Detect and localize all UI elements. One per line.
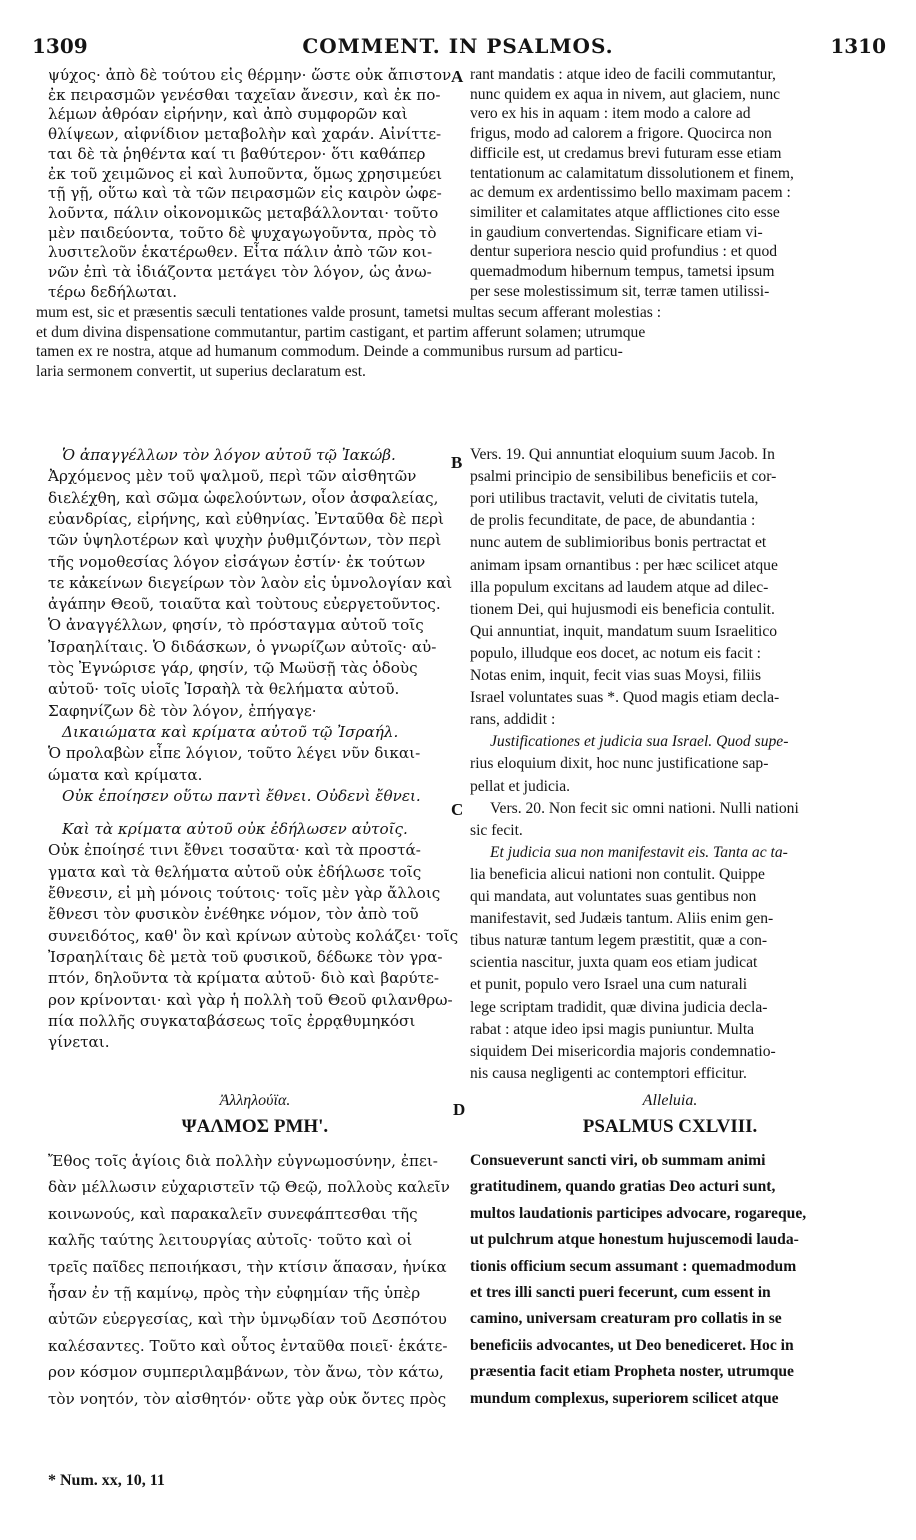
text-line: συνειδότος, καθ' ὃν καὶ κρίνων αὐτοὺς κολάζει· τοῖς [48,926,459,945]
greek-alleluia: Ἀλληλούϊα. [219,1092,291,1109]
text-line: τὸν νοητόν, τὸν αἰσθητόν· οὔτε γὰρ οὐκ ὄντες πρὸς [48,1389,447,1408]
text-line: Vers. 19. Qui annuntiat eloquium suum Jacob. In [470,446,775,463]
text-line: αὐτοῦ· τοῖς υἱοῖς Ἰσραὴλ τὰ θελήματα αὐτοῦ. [48,680,400,699]
text-line: Ἰσραηλίταις. Ὁ διδάσκων, ὁ γνωρίζων αὐτοῖς· αὐ- [48,637,437,656]
text-line: γματα καὶ τὰ θελήματα αὐτοῦ οὐκ ἐδήλωσε τοῖς [48,862,422,881]
text-line: τῇ γῇ, οὕτω καὶ τὰ τῶν πειρασμῶν εἰς καιρὸν ὠφε- [48,184,442,203]
text-line: ἐκ πειρασμῶν γενέσθαι ταχεῖαν ἄνεσιν, καὶ ἐκ πο- [48,85,441,104]
text-line: ac demum ex ardentissimo bello maximam pacem : [470,184,791,202]
text-line: et tres illi sancti pueri fecerunt, cum essent in [470,1284,771,1301]
text-line: difficile est, ut credamus brevi futuram esse etiam [470,144,782,162]
text-line: πία πολλῆς συγκαταβάσεως τοῖς ἐρρᾳθυμηκόσι [48,1011,416,1030]
text-line: Notas enim, inquit, fecit vias suas Moysi, filiis [470,667,762,684]
text-line: Israel voluntates suas *. Quod magis etiam decla- [470,689,780,707]
text-line: ρον κρίνονται· καὶ γὰρ ἡ πολλὴ τοῦ Θεοῦ φιλανθρω- [48,990,453,1009]
text-line: pori utilibus tractavit, veluti de civitatis tutela, [470,490,759,508]
text-line: tionis officium secum assumant : quemadmodum [470,1257,797,1275]
text-line: scientia nascitur, juxta quam eos etiam judicat [470,954,758,972]
text-line: Καὶ τὰ κρίματα αὐτοῦ οὐκ ἐδήλωσεν αὐτοῖς. [62,820,408,839]
text-line: καλέσαντες. Τοῦτο καὶ οὗτος ἐνταῦθα ποιεῖ· ἑκάτε- [48,1336,448,1355]
text-line: Ὁ ἀναγγέλλων, φησίν, τὸ πρόσταγμα αὐτοῦ τοῖς [48,616,424,635]
column-marker-a: A [451,67,464,86]
text-line: Consueverunt sancti viri, ob summam animi [470,1152,766,1169]
text-line: πτόν, δηλοῦντα τὰ κρίματα αὐτοῦ· διὸ καὶ βαρύτε- [48,969,439,988]
text-line: tionem Dei, qui hujusmodi eis beneficia contulit. [470,600,775,618]
text-line: sic fecit. [470,821,523,839]
column-marker-d: D [453,1100,466,1119]
greek-psalm-title: ΨΑΛΜΟΣ ΡΜΗ'. [181,1116,329,1137]
text-line: τρεῖς παῖδες πεποιήκασι, τὴν κτίσιν ἅπασαν, ἡνίκα [48,1257,447,1276]
text-line: mundum complexus, superiorem scilicet atque [470,1389,779,1407]
text-line: similiter et calamitates atque afflictiones cito esse [470,203,780,221]
column-marker-c: C [451,800,464,819]
text-line: siquidem Dei misericordia majoris condemnatio- [470,1042,776,1060]
text-line: Οὐκ ἐποίησεν οὕτω παντὶ ἔθνει. Οὐδενὶ ἔθνει. [62,786,421,805]
text-line: ἐκ τοῦ χειμῶνος εἰ καὶ λυποῦντα, ὅμως χρησιμεύει [48,164,443,183]
text-line: nunc quidem ex aqua in nivem, aut glaciem, nunc [470,85,781,103]
text-line: nis causa negligenti ac contemptori efficitur. [470,1064,747,1082]
text-line: nunc autem de sublimioribus bonis pertractat et [470,534,767,552]
right-page-number: 1310 [830,34,886,58]
text-line: Ἔθος τοῖς ἁγίοις διὰ πολλὴν εὐγνωμοσύνην, ἐπει- [48,1152,438,1170]
text-line: λέμων ἀθρόαν εἰρήνην, καὶ ἀπὸ συμφορῶν καὶ [48,105,408,124]
running-title: COMMENT. IN PSALMOS. [302,34,614,58]
text-line: quemadmodum hibernum tempus, tametsi ipsum [470,263,775,280]
text-line: dentur superiora nescio quid profundius : et quod [470,243,778,261]
text-line: ἦσαν ἐν τῇ καμίνῳ, πρὸς τὴν εὐφημίαν τῆς ὑπὲρ [48,1284,421,1302]
latin-psalm-title: PSALMUS CXLVIII. [582,1116,758,1137]
text-line: et punit, populo vero Israel una cum naturali [470,976,748,994]
text-line: ρον κόσμον συμπεριλαμβάνων, τὸν ἄνω, τὸν κάτω, [48,1363,444,1382]
text-line: τέρω δεδήλωται. [48,282,178,301]
text-line: Ὁ προλαβὼν εἶπε λόγιον, τοῦτο λέγει νῦν δικαι- [48,744,421,763]
text-line: αὐτῶν εὐεργεσίας, καὶ τὴν ὑμνῳδίαν τοῦ Δεσπότου [48,1310,447,1329]
text-line: beneficiis advocantes, ut Deo benediceret. Hoc in [470,1336,794,1354]
text-line: τε κἀκείνων διεγείρων τὸν λαὸν εἰς ὑμνολογίαν καὶ [48,573,453,592]
text-line: rabat : atque ideo ipsi magis puniuntur. Multa [470,1020,755,1038]
text-line: Ἀρχόμενος μὲν τοῦ ψαλμοῦ, περὶ τῶν αἰσθητῶν [48,467,417,486]
text-line: ψύχος· ἀπὸ δὲ τούτου εἰς θέρμην· ὥστε οὐκ ἄπιστον [48,66,452,84]
text-line: εὐανδρίας, εἰρήνης, καὶ εὐθηνίας. Ἐνταῦθα δὲ περὶ [48,509,445,528]
text-line: mum est, sic et præsentis sæculi tentationes valde prosunt, tametsi multas secum afferant molestias : [36,304,662,321]
text-line: multos laudationis participes advocare, rogareque, [470,1204,807,1222]
text-line: καλῆς ταύτης λειτουργίας αὐτοῖς· τοῦτο καὶ οἱ [48,1231,413,1250]
text-line: rans, addidit : [470,711,556,729]
text-line: γίνεται. [48,1033,110,1052]
text-line: lege scriptam tradidit, quæ divina judicia decla- [470,998,768,1016]
text-line: ται δὲ τὰ ῥηθέντα καί τι βαθύτερον· ὅτι καθάπερ [48,144,426,163]
text-line: ἀγάπην Θεοῦ, τοιαῦτα καὶ τοὺτους εὐεργετοῦντος. [48,595,441,614]
text-line: tamen ex re nostra, atque ad humanum commodum. Deinde a communibus rursum ad particu- [36,343,623,360]
text-line: qui mandata, aut voluntates suas gentibus non [470,888,757,905]
text-line: frigus, modo ad calorem a frigore. Quocirca non [470,125,772,143]
text-line: ώματα καὶ κρίματα. [48,765,203,784]
text-line: Vers. 20. Non fecit sic omni nationi. Nulli nationi [490,799,799,817]
text-line: psalmi principio de sensibilibus beneficiis et cor- [470,468,777,486]
latin-alleluia: Alleluia. [642,1092,698,1109]
text-line: per sese molestissimum sit, terræ tamen utilissi- [470,282,770,300]
text-line: διελέχθη, καὶ σῶμα ὠφελούντων, οἷον ἀσφαλείας, [48,488,439,507]
text-line: tentationum ac calamitatum dissolutionem et finem, [470,164,794,182]
text-line: vero ex his in aquam : item modo a calore ad [470,105,751,123]
text-line: θλίψεων, αἰφνίδιον μεταβολὴν καὶ χαράν. Αἰνίττε- [48,125,442,144]
text-line: Qui annuntiat, inquit, mandatum suum Israelitico [470,622,778,640]
text-line: λυσιτελοῦν ἑκατέρωθεν. Εἶτα πάλιν ἀπὸ τῶν κοι- [48,243,433,262]
left-page-number: 1309 [32,34,88,58]
text-line: Σαφηνίζων δὲ τὸν λόγον, ἐπήγαγε· [48,701,317,720]
text-line: laria sermonem convertit, ut superius declaratum est. [36,362,366,380]
text-line: tibus naturæ tantum legem præstitit, quæ a con- [470,932,768,950]
column-marker-b: B [451,453,463,472]
text-line: camino, universam creaturam pro collatis in se [470,1310,782,1328]
text-line: τὸς Ἐγνώρισε γάρ, φησίν, τῷ Μωϋσῇ τὰς ὁδοὺς [48,659,418,677]
text-line: rant mandatis : atque ideo de facili commutantur, [470,66,776,83]
text-line: gratitudinem, quando gratias Deo acturi sunt, [470,1178,776,1196]
text-line: Ἰσραηλίταις δὲ μετὰ τοῦ φυσικοῦ, δέδωκε τὸν γρα- [48,947,443,966]
text-line: μὲν παιδεύοντα, τοῦτο δὲ ψυχαγωγοῦντα, πρὸς τὸ [48,223,437,242]
text-line: ἔθνεσι τὸν φυσικὸν ἐνέθηκε νόμον, τὸν ἀπὸ τοῦ [48,905,419,924]
text-line: Justificationes et judicia sua Israel. Quod supe- [490,733,789,751]
text-line: κοινωνούς, καὶ παρακαλεῖν συνεφάπτεσθαι τῆς [48,1204,418,1223]
text-line: præsentia facit etiam Propheta noster, utrumque [470,1363,794,1381]
text-line: lia beneficia alicui nationi non contulit. Quippe [470,865,765,883]
text-line: Ὁ ἀπαγγέλλων τὸν λόγον αὐτοῦ τῷ Ἰακώβ. [62,446,396,464]
text-line: ut pulchrum atque honestum hujuscemodi lauda- [470,1231,799,1249]
text-line: manifestavit, sed Judæis tantum. Aliis enim gen- [470,910,774,928]
text-line: animam ipsam ornantibus : per hæc scilicet atque [470,556,778,574]
text-line: Et judicia sua non manifestavit eis. Tanta ac ta- [490,843,788,861]
text-line: pellat et judicia. [470,777,571,795]
text-line: Οὐκ ἐποίησέ τινι ἔθνει τοσαῦτα· καὶ τὰ προστά- [48,841,421,860]
text-line: populo, illudque eos docet, ac notum eis facit : [470,644,762,662]
text-line: ἔθνεσιν, εἰ μὴ μόνοις τούτοις· τοῖς μὲν γὰρ ἄλλοις [48,884,441,902]
text-line: Δικαιώματα καὶ κρίματα αὐτοῦ τῷ Ἰσραήλ. [62,722,399,741]
text-line: λοῦντα, πάλιν οἰκονομικῶς μεταβάλλονται· τοῦτο [48,203,439,222]
text-line: τῶν ὑψηλοτέρων καὶ ψυχὴν ῥυθμιζόντων, τὸν περὶ [48,531,442,550]
text-line: rius eloquium dixit, hoc nunc justificatione sap- [470,755,769,773]
text-line: illa populum excitans ad laudem atque ad dilec- [470,578,769,596]
text-line: δὰν μέλλωσιν εὐχαριστεῖν τῷ Θεῷ, πολλοὺς καλεῖν [48,1178,450,1197]
text-line: de prolis fecunditate, de pace, de abundantia : [470,512,756,530]
text-line: νῶν ἐπὶ τὰ ἰδιάζοντα μετάγει τὸν λόγον, ὡς ἀνω- [48,263,432,281]
text-line: in gaudium convertendas. Significare etiam vi- [470,223,763,241]
text-line: τῆς νομοθεσίας λόγον εἰσάγων ἐστίν· ἐκ τούτων [48,552,426,571]
text-line: et dum divina dispensatione commutantur, partim castigant, et partim afferunt solamen; utrumque [36,323,646,341]
footnote: * Num. xx, 10, 11 [48,1472,165,1489]
